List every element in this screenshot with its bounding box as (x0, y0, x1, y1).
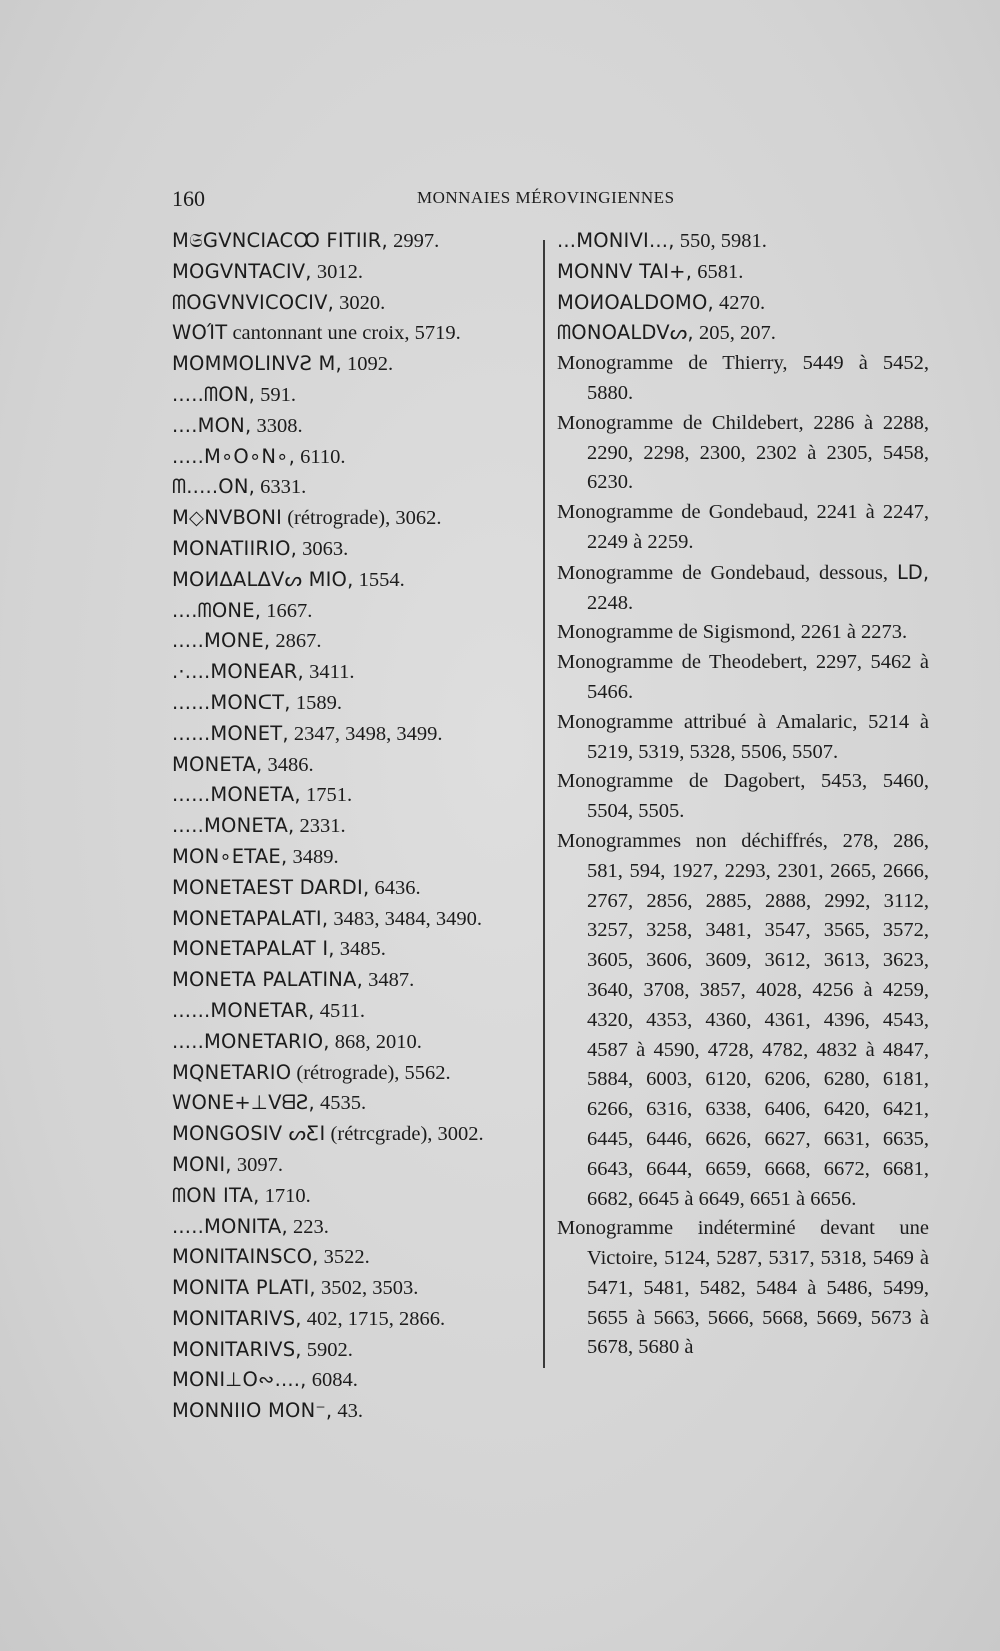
entry-text: Monogramme attribué à Amalaric, 5214 à 5219, 5319, 5328, 5506, 5507. (557, 710, 929, 763)
entry-references: 3486. (262, 753, 314, 776)
coin-legend: ᗰOGVNVICOCIV, (172, 290, 335, 314)
coin-legend: MOGVNTACIV, (172, 259, 312, 283)
entry-references: 3502, 3503. (315, 1277, 419, 1300)
entry-references: 868, 2010. (329, 1030, 422, 1053)
page-number: 160 (172, 186, 205, 211)
index-entry (172, 934, 544, 965)
coin-legend: MOИOALDOMO, (557, 290, 714, 314)
index-entry (172, 534, 544, 565)
coin-legend: MOИΔALΔVᔕ MIO, (172, 567, 354, 591)
coin-legend: MQNETARIO (172, 1060, 292, 1084)
index-entry (557, 618, 929, 648)
index-entry (172, 318, 544, 349)
index-entry (557, 257, 929, 288)
index-entry (172, 1335, 544, 1366)
page-header (172, 186, 932, 216)
entry-references: 1554. (353, 568, 405, 591)
index-entry (172, 626, 544, 657)
entry-references: 2347, 3498, 3499. (288, 722, 443, 745)
index-entry (172, 780, 544, 811)
index-entry (172, 1273, 544, 1304)
coin-legend: MON∘ETAE, (172, 844, 288, 868)
right-column (557, 226, 929, 1363)
index-entry (172, 873, 544, 904)
index-entry (172, 996, 544, 1027)
left-column (172, 226, 544, 1427)
entry-text: Monogramme de Thierry, 5449 à 5452, 5880. (557, 352, 929, 404)
index-entry (557, 648, 929, 708)
coin-legend: MONATIIRIO, (172, 536, 298, 560)
index-entry (172, 1304, 544, 1335)
coin-legend: MONITA PLATI, (172, 1276, 316, 1300)
entry-references: 3063. (297, 537, 349, 560)
coin-legend: MONI⊥O∾...., (172, 1368, 307, 1392)
entry-references: 2331. (294, 815, 346, 838)
index-entry (172, 1212, 544, 1243)
entry-references: 1589. (290, 691, 342, 714)
index-entry (172, 719, 544, 750)
index-entry (172, 1058, 544, 1089)
coin-legend: MONITAINSCO, (172, 1245, 319, 1269)
coin-legend: ......MONETAR, (172, 998, 315, 1022)
entry-references: 3012. (311, 260, 363, 283)
index-entry (172, 1027, 544, 1058)
coin-legend: M𝔖GVNCIACꝎ FITIIR, (172, 229, 388, 252)
index-entry (557, 708, 929, 768)
index-entry (557, 767, 929, 827)
entry-text: Monogramme de Childebert, 2286 à 2288, 2290, 2298, 2300, 2302 à 2305, 5458, 6230. (557, 411, 929, 494)
running-title: MONNAIES MÉROVINGIENNES (417, 188, 675, 207)
coin-legend: MONETA, (172, 752, 263, 776)
entry-references: 1667. (261, 599, 313, 622)
entry-references: 6331. (255, 476, 307, 499)
coin-legend: ......MONᑕT, (172, 690, 291, 714)
coin-legend: .....M∘O∘N∘, (172, 444, 295, 468)
entry-references: 3483, 3484, 3490. (328, 907, 483, 930)
index-entry (172, 411, 544, 442)
index-entry (172, 349, 544, 380)
coin-legend: .....MONITA, (172, 1214, 288, 1238)
entry-references: 4535. (314, 1092, 367, 1115)
index-entry (172, 257, 544, 288)
coin-legend: MONGOSIV ᔕƸI (172, 1122, 326, 1146)
index-entry (557, 409, 929, 498)
entry-references: 6436. (369, 876, 421, 899)
coin-legend: ......MONETA, (172, 783, 301, 807)
entry-references: 1092. (341, 353, 394, 376)
index-entry (172, 657, 544, 688)
entry-references: 3308. (251, 414, 303, 437)
coin-legend: WOΊT (172, 321, 228, 345)
entry-references: 3485. (334, 938, 386, 961)
coin-legend: MONITARIVS, (172, 1306, 302, 1330)
index-entry (557, 827, 929, 1214)
entry-references: 43. (332, 1400, 363, 1423)
coin-legend: MOMMOLINVƧ M, (172, 352, 342, 376)
entry-references: 1710. (259, 1184, 311, 1207)
entry-references: 2248. (587, 591, 634, 614)
entry-text: Monogramme de Gondebaud, dessous, (557, 561, 888, 584)
entry-references: 3522. (318, 1246, 370, 1269)
entry-references: 3411. (303, 661, 355, 684)
index-entry (172, 565, 544, 596)
coin-legend: MONI, (172, 1152, 232, 1176)
entry-text: Monogramme de Dagobert, 5453, 5460, 5504, 5505. (557, 770, 929, 823)
index-entry (172, 380, 544, 411)
coin-legend: .....MONETARIO, (172, 1029, 330, 1053)
entry-references: 1751. (300, 784, 353, 807)
index-entry (172, 904, 544, 935)
coin-legend: M◇NVBONI (172, 506, 283, 530)
entry-references: (rétrograde), 3062. (282, 507, 442, 530)
coin-legend: ᗰON ITA, (172, 1183, 260, 1207)
entry-text: Monogramme de Sigismond, 2261 à 2273. (557, 621, 908, 644)
index-entry (172, 750, 544, 781)
entry-references: 2867. (270, 630, 322, 653)
entry-references: 3020. (334, 291, 386, 314)
coin-legend: .....MONETA, (172, 814, 295, 838)
entry-references: 6110. (294, 445, 346, 468)
coin-legend: .....MONE, (172, 629, 271, 653)
index-entry (557, 226, 929, 257)
index-entry (172, 503, 544, 534)
coin-legend: .·....MONEAR, (172, 660, 304, 684)
entry-references: 205, 207. (693, 322, 776, 345)
coin-legend: LD, (896, 560, 930, 584)
entry-references: 591. (255, 383, 297, 406)
coin-legend: MONETAEST DARDI, (172, 875, 370, 899)
entry-references: 3489. (287, 845, 339, 868)
index-entry (557, 1214, 929, 1363)
coin-legend: MONETAPALAT I, (172, 937, 335, 961)
coin-legend: ...MONIVI..., (557, 229, 675, 252)
index-entry (557, 558, 929, 619)
entry-references: 223. (287, 1215, 329, 1238)
entry-text: Monogrammes non déchiffrés, 278, 286, 581, 594, 1927, 2293, 2301, 2665, 2666, 2767, 2856, 2885, 2888, 2992, 3112, 3257, 3258, 3481, 3547, 3565, 3572, 3605, 3606, 3609, 3612, 3613, 3623, 3640, 3708, 3857, 4028, 4256 à 4259, 4320, 4353, 4360, 4361, 4396, 4543, 4587 à 4590, 4728, 4782, 4832 à 4847, 5884, 6003, 6120, 6206, 6280, 6181, 6266, 6316, 6338, 6406, 6420, 6421, 6445, 6446, 6626, 6627, 6631, 6635, 6643, 6644, 6659, 6668, 6672, 6681, 6682, 6645 à 6649, 6651 à 6656. (557, 829, 929, 1210)
coin-legend: WONE+⊥VᗺƧ, (172, 1091, 315, 1115)
index-entry (172, 811, 544, 842)
index-entry (557, 318, 929, 349)
coin-legend: ᗰONOALDVᔕ, (557, 321, 694, 345)
index-entry (172, 1365, 544, 1396)
entry-references: 5902. (301, 1338, 353, 1361)
column-divider (543, 240, 545, 1368)
index-entry (172, 1242, 544, 1273)
index-entry (172, 688, 544, 719)
index-entry (172, 442, 544, 473)
index-entry (172, 1119, 544, 1150)
coin-legend: MONETA PALATINA, (172, 968, 363, 992)
entry-references: 3487. (363, 969, 415, 992)
entry-references: (rétrograde), 5562. (291, 1061, 451, 1084)
coin-legend: ....ᗰONE, (172, 598, 262, 622)
entry-references: 550, 5981. (674, 230, 767, 252)
entry-references: 2997. (387, 230, 440, 252)
index-entry (172, 1396, 544, 1427)
index-entry (557, 349, 929, 409)
coin-legend: MONNIIO MON⁻, (172, 1399, 333, 1423)
index-entry (172, 842, 544, 873)
entry-references: (rétrcgrade), 3002. (325, 1123, 484, 1146)
coin-legend: ᗰ.....ON, (172, 475, 256, 499)
entry-references: 6581. (692, 260, 744, 283)
entry-text: Monogramme de Theodebert, 2297, 5462 à 5466. (557, 651, 929, 703)
index-entry (172, 288, 544, 319)
entry-references: 6084. (306, 1369, 358, 1392)
coin-legend: MONITARIVS, (172, 1337, 302, 1361)
coin-legend: MONNV TAI+, (557, 259, 693, 283)
coin-legend: MONETAPALATI, (172, 906, 329, 930)
index-entry (172, 1150, 544, 1181)
coin-legend: .....ᗰON, (172, 382, 256, 406)
index-entry (172, 1181, 544, 1212)
index-entry (172, 1088, 544, 1119)
entry-references: 402, 1715, 2866. (301, 1307, 446, 1330)
coin-legend: ....MON, (172, 413, 252, 437)
entry-references: 3097. (231, 1153, 283, 1176)
entry-references: cantonnant une croix, 5719. (227, 322, 461, 345)
index-entry (172, 965, 544, 996)
entry-text: Monogramme de Gondebaud, 2241 à 2247, 2249 à 2259. (557, 501, 929, 553)
entry-references: 4511. (314, 999, 366, 1022)
entry-text: Monogramme indéterminé devant une Victoire, 5124, 5287, 5317, 5318, 5469 à 5471, 5481, 5482, 5484 à 5486, 5499, 5655 à 5663, 5666, 5668, 5669, 5673 à 5678, 5680 à (557, 1217, 929, 1359)
index-entry (557, 498, 929, 558)
index-entry (172, 596, 544, 627)
entry-references: 4270. (713, 291, 766, 314)
index-entry (172, 472, 544, 503)
index-entry (557, 288, 929, 319)
coin-legend: ......MONET, (172, 721, 289, 745)
index-entry (172, 226, 544, 257)
